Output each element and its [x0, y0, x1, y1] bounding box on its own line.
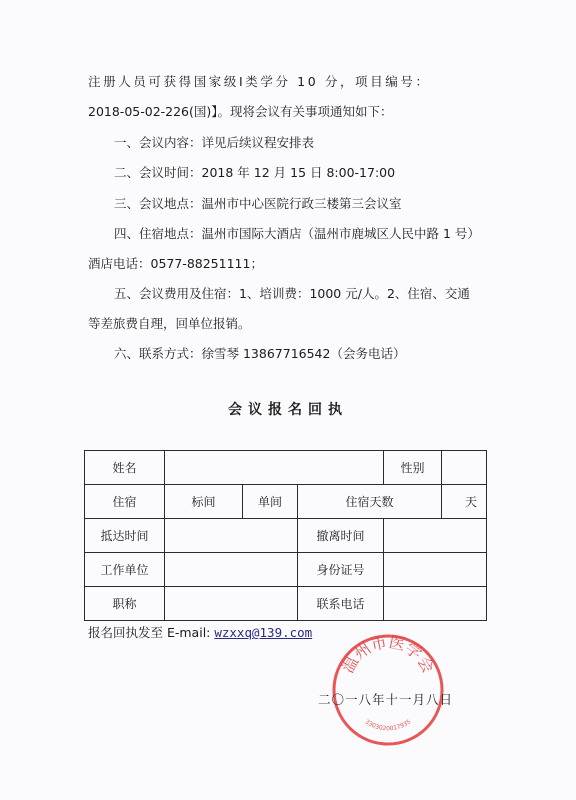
- departure-field[interactable]: [384, 519, 487, 553]
- phone-label: 联系电话: [298, 587, 384, 621]
- item-accommodation: 四、住宿地点：温州市国际大酒店（温州市鹿城区人民中路 1 号）: [114, 226, 480, 241]
- email-link[interactable]: wzxxq@139.com: [214, 625, 313, 640]
- phone-field[interactable]: [384, 587, 487, 621]
- stay-days-label: 住宿天数: [298, 485, 442, 519]
- gender-field[interactable]: [442, 451, 487, 485]
- form-title: 会议报名回执: [228, 402, 348, 418]
- table-row: [85, 553, 487, 587]
- single-room-option[interactable]: 单间: [243, 485, 298, 519]
- standard-room-option[interactable]: 标间: [165, 485, 243, 519]
- item-meeting-time: 二、会议时间：2018 年 12 月 15 日 8:00-17:00: [114, 165, 396, 180]
- item-meeting-content: 一、会议内容：详见后续议程安排表: [114, 135, 315, 150]
- table-row: [85, 587, 487, 621]
- name-field[interactable]: [165, 451, 384, 485]
- registration-form-table: [84, 450, 487, 621]
- stay-days-field[interactable]: [442, 485, 487, 519]
- table-row: [85, 485, 487, 519]
- item-fees-continued: 等差旅费自理，回单位报销。: [88, 316, 251, 331]
- email-prefix: 报名回执发至 E-mail:: [88, 625, 215, 640]
- arrival-label: 抵达时间: [85, 519, 165, 553]
- id-label: 身份证号: [298, 553, 384, 587]
- arrival-field[interactable]: [165, 519, 298, 553]
- svg-text:3303020017935: [364, 718, 413, 732]
- job-title-label: 职称: [85, 587, 165, 621]
- paragraph-project-number: 2018-05-02-226(国)】。现将会议有关事项通知如下：: [88, 104, 393, 119]
- item-fees: 五、会议费用及住宿：1、培训费：1000 元/人。2、住宿、交通: [114, 286, 470, 301]
- table-row: [85, 451, 487, 485]
- item-contact: 六、联系方式：徐雪琴 13867716542（会务电话）: [114, 346, 406, 361]
- item-meeting-location: 三、会议地点：温州市中心医院行政三楼第三会议室: [114, 196, 402, 211]
- document-date: 二〇一八年十一月八日: [318, 692, 454, 707]
- stay-label: 住宿: [85, 485, 165, 519]
- hotel-phone: 酒店电话：0577-88251111；: [88, 256, 263, 271]
- departure-label: 撤离时间: [298, 519, 384, 553]
- work-unit-label: 工作单位: [85, 553, 165, 587]
- gender-label: 性别: [384, 451, 442, 485]
- days-unit-label: 天: [465, 495, 478, 509]
- name-label: 姓名: [85, 451, 165, 485]
- svg-text:温州市医学会: [338, 632, 438, 676]
- table-row: [85, 519, 487, 553]
- work-unit-field[interactable]: [165, 553, 298, 587]
- paragraph-credit-line: 注册人员可获得国家级Ⅰ类学分 10 分，项目编号：: [88, 74, 431, 89]
- seal-text: 温州市医学会: [337, 632, 439, 677]
- seal-number: 3303020017935: [363, 718, 413, 733]
- id-field[interactable]: [384, 553, 487, 587]
- email-instruction: [88, 623, 312, 641]
- job-title-field[interactable]: [165, 587, 298, 621]
